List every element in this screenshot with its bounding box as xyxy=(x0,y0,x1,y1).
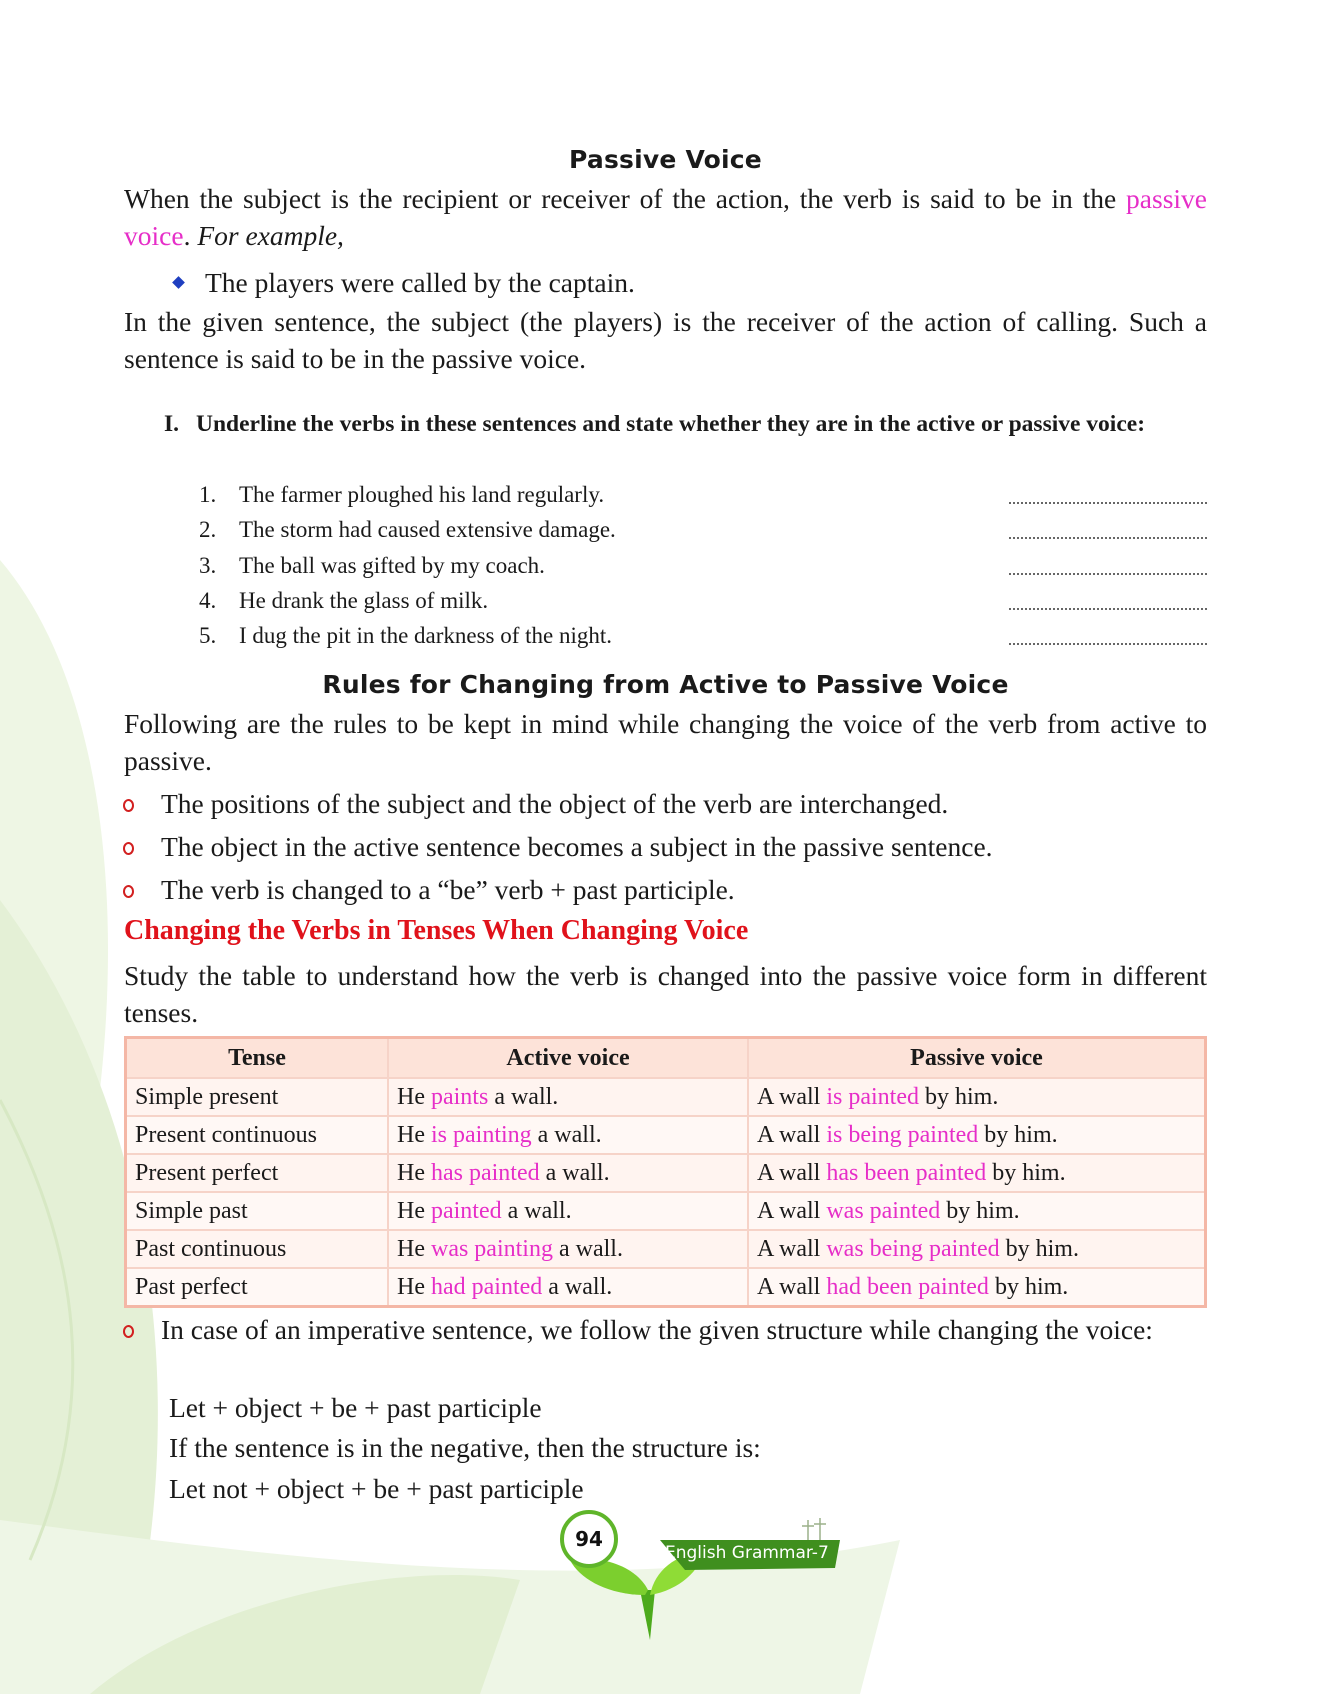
passive-pre: A wall xyxy=(757,1159,827,1186)
passive-verb: is being painted xyxy=(826,1121,979,1148)
passive-post: by him. xyxy=(978,1121,1058,1148)
active-verb: painted xyxy=(430,1197,502,1224)
answer-blank[interactable] xyxy=(1009,521,1207,539)
active-verb: has painted xyxy=(430,1159,540,1186)
exercise-number: I. xyxy=(164,411,180,437)
item-number: 3. xyxy=(199,553,217,578)
circle-bullet-icon xyxy=(123,842,134,855)
table-row xyxy=(126,1268,1206,1307)
passive-cell xyxy=(748,1078,1206,1116)
passive-cell xyxy=(748,1192,1206,1230)
item-text: He drank the glass of milk. xyxy=(239,588,489,613)
active-cell xyxy=(388,1230,748,1268)
passive-pre: A wall xyxy=(757,1083,827,1110)
active-pre: He xyxy=(397,1159,431,1186)
active-cell xyxy=(388,1154,748,1192)
passive-post: by him. xyxy=(999,1235,1079,1262)
passive-cell xyxy=(748,1230,1206,1268)
active-verb: was painting xyxy=(430,1235,553,1262)
answer-blank[interactable] xyxy=(1009,557,1207,575)
intro-text: When the subject is the recipient or receiver of the action, the verb is said to be in the xyxy=(124,183,1127,214)
item-text: I dug the pit in the darkness of the night. xyxy=(239,623,613,648)
item-number: 4. xyxy=(199,588,217,613)
page-title: Passive Voice xyxy=(569,145,762,174)
column-header-active: Active voice xyxy=(388,1038,748,1079)
answer-blank[interactable] xyxy=(1009,627,1207,645)
active-post: a wall. xyxy=(531,1121,602,1148)
passive-pre: A wall xyxy=(757,1121,827,1148)
imperative-structure: Let + object + be + past participle xyxy=(169,1392,542,1423)
tense-cell: Past continuous xyxy=(126,1230,389,1268)
explanation-paragraph: In the given sentence, the subject (the players) is the receiver of the action of calling. Such a sentence is said to be in the passive voice. xyxy=(124,306,1207,374)
passive-post: by him. xyxy=(940,1197,1020,1224)
passive-cell xyxy=(748,1154,1206,1192)
answer-blank[interactable] xyxy=(1009,486,1207,504)
active-verb: is painting xyxy=(430,1121,532,1148)
active-verb: paints xyxy=(430,1083,489,1110)
table-header-row xyxy=(126,1038,1206,1079)
passive-pre: A wall xyxy=(757,1197,827,1224)
negative-structure: Let not + object + be + past participle xyxy=(169,1473,584,1504)
intro-paragraph xyxy=(124,180,1207,254)
rule-item: The verb is changed to a “be” verb + past participle. xyxy=(161,874,735,905)
exercise-instruction-text: Underline the verbs in these sentences and state whether they are in the active or passive voice: xyxy=(196,411,1146,437)
active-cell xyxy=(388,1078,748,1116)
passive-post: by him. xyxy=(988,1273,1069,1300)
passive-post: by him. xyxy=(918,1083,999,1110)
active-pre: He xyxy=(397,1235,431,1262)
page-number: 94 xyxy=(560,1510,618,1568)
column-header-passive: Passive voice xyxy=(748,1038,1206,1079)
active-pre: He xyxy=(397,1083,431,1110)
active-post: a wall. xyxy=(542,1273,613,1300)
active-cell xyxy=(388,1192,748,1230)
table-row xyxy=(126,1078,1206,1116)
imperative-text: In case of an imperative sentence, we follow the given structure while changing the voice: xyxy=(161,1314,1153,1345)
tenses-table xyxy=(124,1036,1207,1308)
rule-item: The positions of the subject and the object of the verb are interchanged. xyxy=(161,788,949,819)
passive-verb: was being painted xyxy=(826,1235,1000,1262)
active-post: a wall. xyxy=(539,1159,610,1186)
active-pre: He xyxy=(397,1121,431,1148)
intro-text-after: . xyxy=(183,220,198,251)
active-post: a wall. xyxy=(552,1235,623,1262)
passive-pre: A wall xyxy=(757,1235,827,1262)
tenses-intro: Study the table to understand how the verb is changed into the passive voice form in different tenses. xyxy=(124,960,1207,1028)
negative-note: If the sentence is in the negative, then the structure is: xyxy=(169,1432,761,1463)
tense-cell: Past perfect xyxy=(126,1268,389,1307)
passive-cell xyxy=(748,1116,1206,1154)
active-post: a wall. xyxy=(488,1083,559,1110)
tense-cell: Simple present xyxy=(126,1078,389,1116)
passive-cell xyxy=(748,1268,1206,1307)
circle-bullet-icon xyxy=(123,885,134,898)
passive-verb: is painted xyxy=(826,1083,919,1110)
table-row xyxy=(126,1192,1206,1230)
circle-bullet-icon xyxy=(123,799,134,812)
circle-bullet-icon xyxy=(123,1325,134,1338)
highlight-term: passive voice xyxy=(124,183,1207,251)
rules-intro: Following are the rules to be kept in mind while changing the voice of the verb from active to passive. xyxy=(124,708,1207,776)
for-example-text: For example, xyxy=(197,220,344,251)
item-number: 2. xyxy=(199,517,217,542)
passive-verb: was painted xyxy=(826,1197,941,1224)
exercise-instruction xyxy=(164,408,1207,440)
active-cell xyxy=(388,1116,748,1154)
table-row xyxy=(126,1116,1206,1154)
tense-cell: Present perfect xyxy=(126,1154,389,1192)
tense-cell: Simple past xyxy=(126,1192,389,1230)
example-sentence: The players were called by the captain. xyxy=(205,267,635,298)
page-footer xyxy=(490,1510,850,1640)
rule-item: The object in the active sentence becomes a subject in the passive sentence. xyxy=(161,831,993,862)
answer-blank[interactable] xyxy=(1009,592,1207,610)
active-pre: He xyxy=(397,1197,431,1224)
item-number: 1. xyxy=(199,482,217,507)
rules-heading: Rules for Changing from Active to Passive Voice xyxy=(322,670,1009,699)
item-text: The farmer ploughed his land regularly. xyxy=(239,482,605,507)
passive-pre: A wall xyxy=(757,1273,827,1300)
passive-verb: had been painted xyxy=(826,1273,989,1300)
passive-verb: has been painted xyxy=(826,1159,987,1186)
passive-post: by him. xyxy=(986,1159,1066,1186)
tenses-heading: Changing the Verbs in Tenses When Changing Voice xyxy=(124,915,749,946)
tense-cell: Present continuous xyxy=(126,1116,389,1154)
active-pre: He xyxy=(397,1273,431,1300)
column-header-tense: Tense xyxy=(126,1038,389,1079)
item-number: 5. xyxy=(199,623,217,648)
active-verb: had painted xyxy=(430,1273,543,1300)
book-title: English Grammar-7 xyxy=(665,1543,829,1563)
item-text: The storm had caused extensive damage. xyxy=(239,517,616,542)
table-row xyxy=(126,1154,1206,1192)
item-text: The ball was gifted by my coach. xyxy=(239,553,545,578)
active-post: a wall. xyxy=(501,1197,572,1224)
table-row xyxy=(126,1230,1206,1268)
sprout-icon xyxy=(490,1510,850,1640)
active-cell xyxy=(388,1268,748,1307)
